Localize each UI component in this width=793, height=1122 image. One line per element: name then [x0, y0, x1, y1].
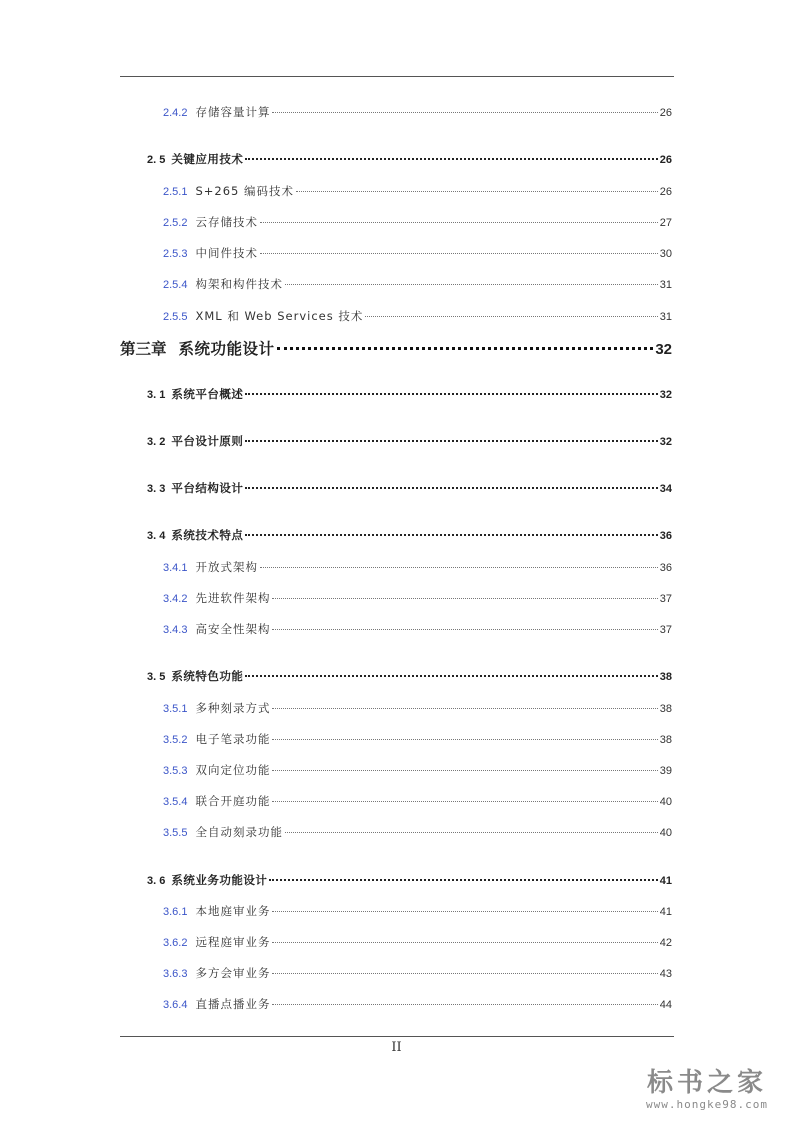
toc-entry-title: 直播点播业务	[195, 997, 271, 1011]
toc-leader-dots	[365, 316, 657, 317]
toc-entry-page: 27	[659, 217, 672, 229]
toc-entry-number: 2.4.2	[163, 107, 188, 119]
toc-leader-dots	[272, 911, 657, 912]
toc-entry-title: 高安全性架构	[195, 622, 271, 636]
footer-rule	[120, 1036, 674, 1037]
toc-entry-title: 关键应用技术	[171, 152, 244, 166]
toc-entry-title: 平台设计原则	[171, 434, 244, 448]
toc-entry-page: 37	[659, 593, 672, 605]
toc-entry-number: 3.6.2	[163, 937, 188, 949]
watermark-url: www.hongke98.com	[646, 1098, 768, 1111]
toc-leader-dots	[272, 112, 657, 113]
toc-entry-number: 3. 3	[147, 483, 166, 495]
toc-entry-title: 开放式架构	[195, 560, 258, 574]
toc-leader-dots	[260, 253, 658, 254]
toc-leader-dots	[272, 770, 657, 771]
toc-entry-number: 3. 2	[147, 436, 166, 448]
toc-entry-page: 40	[659, 827, 672, 839]
toc-entry-title: XML 和 Web Services 技术	[195, 309, 364, 323]
toc-leader-dots	[245, 393, 657, 395]
toc-entry-page: 32	[659, 436, 672, 448]
toc-chapter-page: 32	[655, 341, 672, 358]
toc-entry-title: 双向定位功能	[195, 763, 271, 777]
toc-entry-title: 联合开庭功能	[195, 794, 271, 808]
toc-entry[interactable]	[147, 668, 672, 684]
toc-entry-number: 3.6.4	[163, 999, 188, 1011]
toc-entry-number: 2. 5	[147, 154, 166, 166]
toc-entry-number: 3.5.4	[163, 796, 188, 808]
toc-entry[interactable]	[163, 762, 672, 778]
toc-leader-dots	[272, 1004, 657, 1005]
toc-entry-number: 2.5.2	[163, 217, 188, 229]
toc-entry-page: 36	[659, 530, 672, 542]
toc-entry-page: 41	[659, 906, 672, 918]
toc-leader-dots	[245, 158, 657, 160]
toc-entry-title: 系统技术特点	[171, 528, 244, 542]
toc-entry-number: 3.4.2	[163, 593, 188, 605]
toc-entry-page: 37	[659, 624, 672, 636]
toc-entry-title: 系统特色功能	[171, 669, 244, 683]
toc-entry-number: 3.4.1	[163, 562, 188, 574]
toc-entry-title: 本地庭审业务	[195, 904, 271, 918]
toc-entry[interactable]	[163, 590, 672, 606]
toc-entry-title: 中间件技术	[195, 246, 258, 260]
toc-entry-page: 32	[659, 389, 672, 401]
page-number: II	[391, 1040, 402, 1055]
toc-entry-number: 2.5.4	[163, 279, 188, 291]
toc-leader-dots	[269, 879, 657, 881]
toc-entry-page: 34	[659, 483, 672, 495]
toc-entry-page: 26	[659, 107, 672, 119]
toc-entry-number: 2.5.5	[163, 311, 188, 323]
toc-entry-number: 2.5.1	[163, 186, 188, 198]
toc-entry[interactable]	[163, 214, 672, 230]
toc-entry-number: 2.5.3	[163, 248, 188, 260]
toc-entry[interactable]	[163, 996, 672, 1012]
toc-entry[interactable]	[147, 527, 672, 543]
toc-leader-dots	[272, 629, 657, 630]
watermark-logo	[627, 1068, 787, 1112]
toc-entry-title: 全自动刻录功能	[195, 825, 283, 839]
toc-entry-title: 多方会审业务	[195, 966, 271, 980]
toc-leader-dots	[272, 801, 657, 802]
toc-entry[interactable]	[163, 104, 672, 120]
toc-entry-number: 3. 5	[147, 671, 166, 683]
toc-entry-page: 36	[659, 562, 672, 574]
toc-entry-page: 38	[659, 671, 672, 683]
toc-entry-title: 系统平台概述	[171, 387, 244, 401]
toc-entry[interactable]	[163, 700, 672, 716]
toc-leader-dots	[285, 284, 658, 285]
toc-chapter-entry[interactable]	[120, 337, 672, 359]
toc-entry[interactable]	[147, 433, 672, 449]
toc-chapter-number: 第三章	[120, 341, 167, 358]
toc-entry-page: 43	[659, 968, 672, 980]
toc-entry[interactable]	[163, 731, 672, 747]
toc-leader-dots	[272, 708, 657, 709]
toc-entry-number: 3. 1	[147, 389, 166, 401]
toc-entry[interactable]	[163, 965, 672, 981]
toc-entry-title: 系统业务功能设计	[171, 873, 268, 887]
toc-leader-dots	[245, 675, 657, 677]
toc-entry-title: 远程庭审业务	[195, 935, 271, 949]
toc-entry-page: 40	[659, 796, 672, 808]
toc-leader-dots	[272, 598, 657, 599]
toc-entry[interactable]	[147, 480, 672, 496]
toc-leader-dots	[245, 487, 657, 489]
toc-entry-title: 平台结构设计	[171, 481, 244, 495]
toc-leader-dots	[296, 191, 658, 192]
toc-entry-number: 3. 4	[147, 530, 166, 542]
toc-entry[interactable]	[163, 308, 672, 324]
toc-leader-dots	[272, 739, 657, 740]
toc-entry-number: 3. 6	[147, 875, 166, 887]
toc-leader-dots	[272, 942, 657, 943]
toc-entry[interactable]	[163, 559, 672, 575]
toc-entry-title: 存储容量计算	[195, 105, 271, 119]
toc-entry-page: 44	[659, 999, 672, 1011]
toc-entry-number: 3.5.5	[163, 827, 188, 839]
toc-entry-page: 38	[659, 703, 672, 715]
toc-leader-dots	[285, 832, 658, 833]
toc-entry-number: 3.4.3	[163, 624, 188, 636]
toc-entry-title: S+265 编码技术	[195, 184, 295, 198]
toc-entry-page: 39	[659, 765, 672, 777]
toc-entry[interactable]	[163, 824, 672, 840]
toc-entry-page: 42	[659, 937, 672, 949]
toc-leader-dots	[260, 222, 658, 223]
toc-entry-title: 先进软件架构	[195, 591, 271, 605]
toc-entry-page: 26	[659, 186, 672, 198]
toc-entry[interactable]	[147, 386, 672, 402]
toc-entry[interactable]	[163, 903, 672, 919]
toc-entry-title: 电子笔录功能	[195, 732, 271, 746]
toc-entry-page: 30	[659, 248, 672, 260]
toc-entry-title: 构架和构件技术	[195, 277, 283, 291]
toc-entry[interactable]	[147, 872, 672, 888]
toc-leader-dots	[272, 973, 657, 974]
toc-entry-number: 3.5.2	[163, 734, 188, 746]
toc-entry-title: 多种刻录方式	[195, 701, 271, 715]
toc-entry-number: 3.6.1	[163, 906, 188, 918]
toc-entry[interactable]	[163, 793, 672, 809]
toc-leader-dots	[260, 567, 658, 568]
toc-entry[interactable]	[163, 183, 672, 199]
toc-entry-page: 31	[659, 279, 672, 291]
toc-entry-number: 3.5.3	[163, 765, 188, 777]
toc-entry[interactable]	[163, 934, 672, 950]
toc-entry-number: 3.6.3	[163, 968, 188, 980]
toc-entry[interactable]	[163, 276, 672, 292]
toc-entry-number: 3.5.1	[163, 703, 188, 715]
toc-entry[interactable]	[147, 151, 672, 167]
toc-entry[interactable]	[163, 245, 672, 261]
toc-entry-page: 41	[659, 875, 672, 887]
toc-leader-dots	[245, 534, 657, 536]
watermark-title: 标书之家	[646, 1068, 767, 1098]
toc-entry-page: 31	[659, 311, 672, 323]
toc-entry-title: 云存储技术	[195, 215, 258, 229]
toc-leader-dots	[277, 347, 654, 350]
toc-entry-page: 26	[659, 154, 672, 166]
toc-entry-page: 38	[659, 734, 672, 746]
toc-chapter-title: 系统功能设计	[178, 340, 275, 358]
toc-entry[interactable]	[163, 621, 672, 637]
toc-leader-dots	[245, 440, 657, 442]
